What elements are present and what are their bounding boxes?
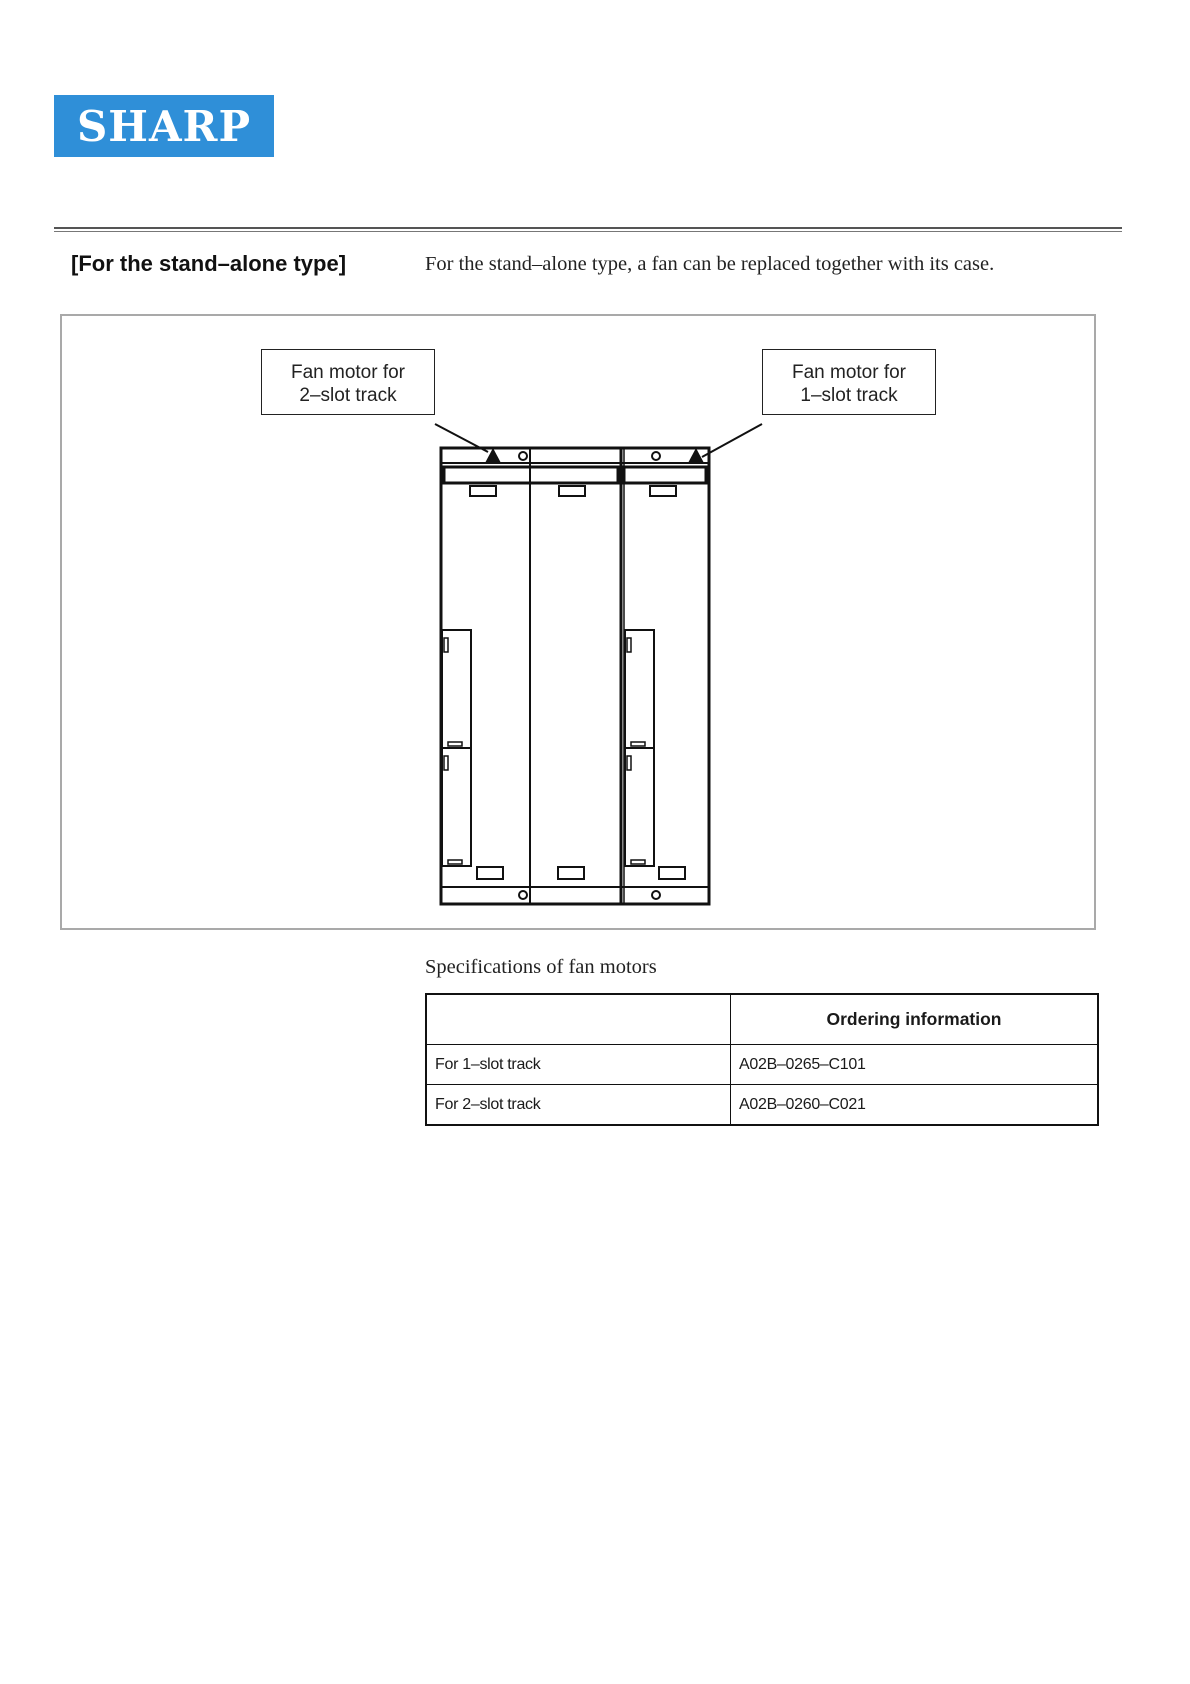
row-label: For 1–slot track <box>426 1045 731 1085</box>
fan-marker-right <box>688 448 704 463</box>
row-value: A02B–0260–C021 <box>731 1085 1099 1126</box>
intro-text: For the stand–alone type, a fan can be replaced together with its case. <box>425 253 995 275</box>
spec-caption: Specifications of fan motors <box>425 956 657 978</box>
table-header-blank <box>426 994 731 1045</box>
callout-2-slot-fan <box>261 349 435 415</box>
row-label: For 2–slot track <box>426 1085 731 1126</box>
callout-right-line1: Fan motor for <box>791 362 907 383</box>
callout-1-slot-fan <box>762 349 936 415</box>
header-rule-thin <box>54 231 1122 232</box>
row-value: A02B–0265–C101 <box>731 1045 1099 1085</box>
leader-line-right <box>702 424 762 457</box>
callout-right-line2: 1–slot track <box>800 385 898 406</box>
section-title: [For the stand–alone type] <box>71 251 347 276</box>
fan-diagram <box>60 314 1096 930</box>
header-rule <box>54 227 1122 229</box>
case-outline <box>441 448 709 904</box>
table-row <box>426 1045 1098 1085</box>
table-header-ordering: Ordering information <box>731 994 1099 1045</box>
table-row <box>426 1085 1098 1126</box>
callout-left-line2: 2–slot track <box>299 385 397 406</box>
unit-drawing <box>62 316 1094 928</box>
callout-left-line1: Fan motor for <box>290 362 406 383</box>
table-header-row <box>426 994 1098 1045</box>
fan-marker-left <box>485 448 501 463</box>
sharp-logo <box>54 95 274 157</box>
spec-table <box>425 993 1099 1126</box>
logo-text: SHARP <box>76 101 252 151</box>
